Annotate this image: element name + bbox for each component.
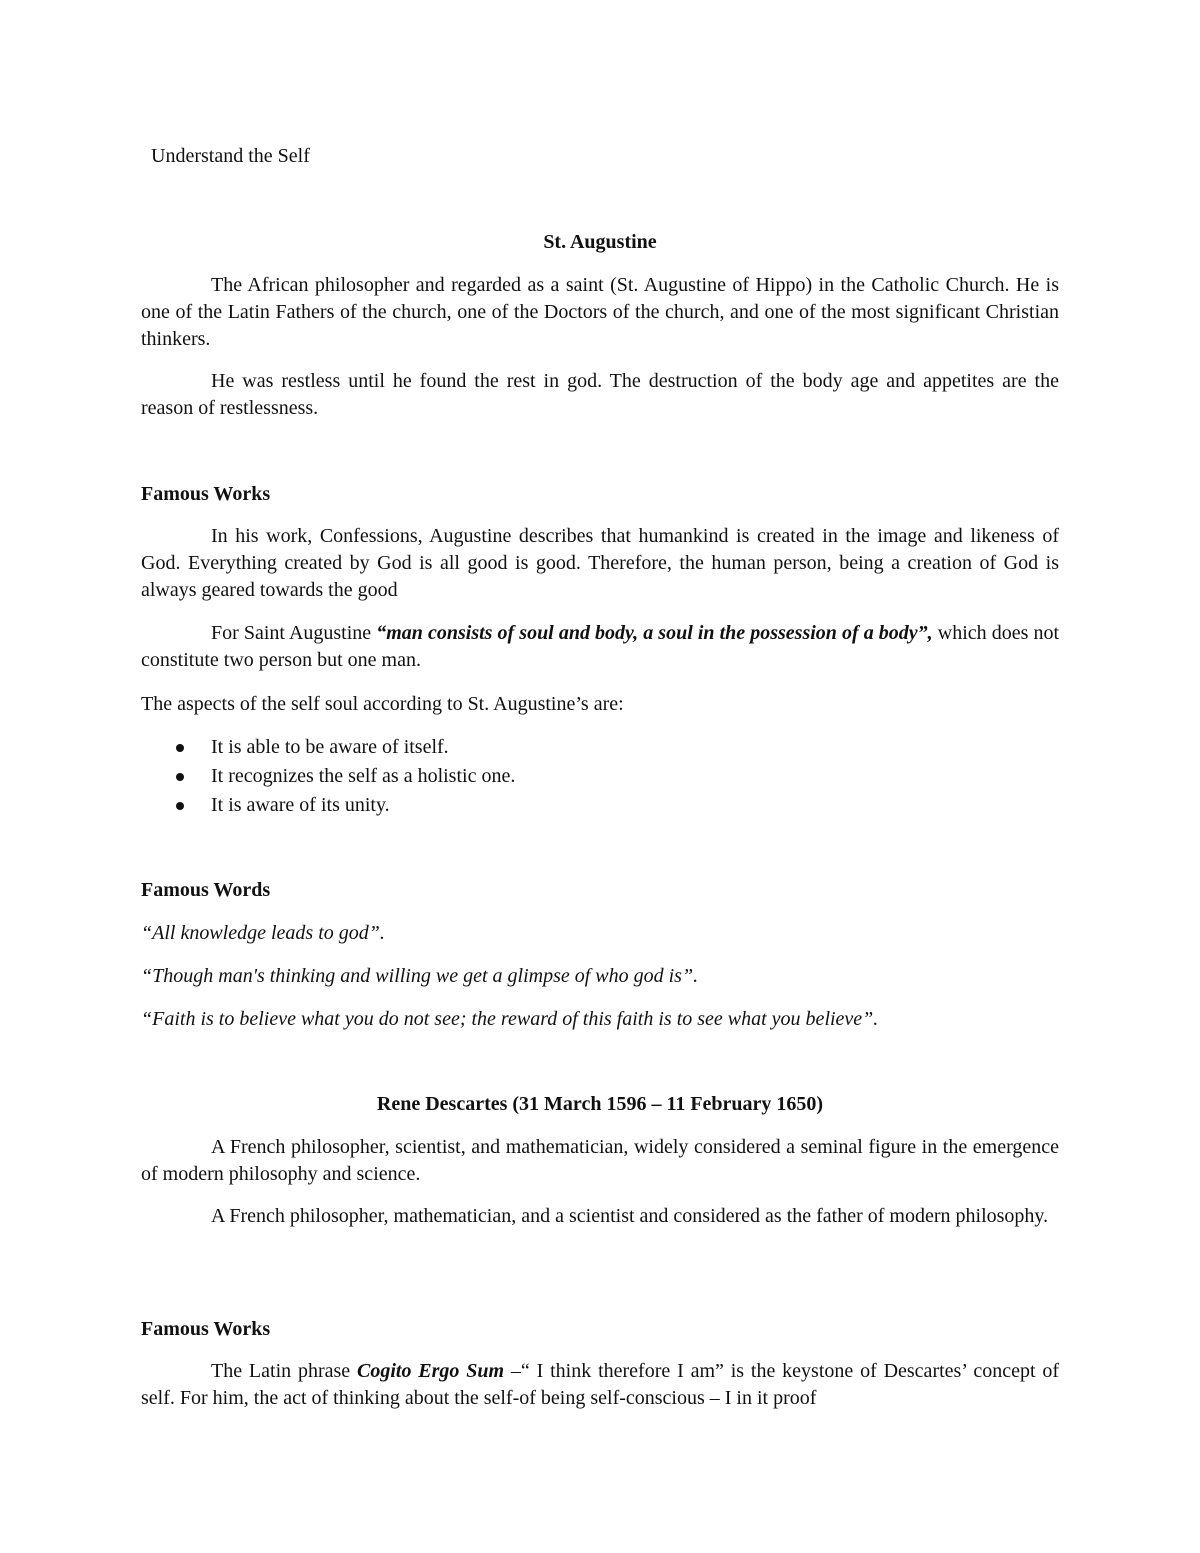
augustine-famous-words-heading: Famous Words (141, 879, 271, 901)
augustine-restless-paragraph: He was restless until he found the rest in god. The destruction of the body age and appetites are the reason of restlessness. (141, 370, 1059, 419)
list-item-text: It recognizes the self as a holistic one. (211, 765, 516, 787)
list-item-text: It is able to be aware of itself. (211, 736, 449, 758)
quote-knowledge: “All knowledge leads to god”. (141, 922, 385, 944)
aspects-intro: The aspects of the self soul according to St. Augustine’s are: (141, 693, 624, 715)
augustine-famous-works-heading: Famous Works (141, 483, 271, 505)
aspects-list (141, 734, 515, 821)
augustine-soul-body-paragraph (141, 620, 1059, 674)
list-item (141, 792, 515, 821)
descartes-famous-works-heading: Famous Works (141, 1318, 271, 1340)
soul-body-prefix: For Saint Augustine (211, 622, 377, 644)
bullet-icon (176, 773, 184, 781)
cogito-suffix: –“ I think therefore I am” is the keystone of Descartes’ concept of self. For him, the act of thinking about the self-of being self-conscious – I in it proof (141, 1360, 1060, 1409)
cogito-phrase: Cogito Ergo Sum (357, 1360, 505, 1382)
section-heading-augustine: St. Augustine (543, 231, 657, 253)
soul-body-suffix: which does not constitute two person but one man. (141, 622, 1060, 671)
list-item-text: It is aware of its unity. (211, 794, 390, 816)
augustine-intro-paragraph: The African philosopher and regarded as a saint (St. Augustine of Hippo) in the Catholic Church. He is one of the Latin Fathers of the church, one of the Doctors of the church, and one of the most significant Christian thinkers. (141, 274, 1059, 350)
quote-faith: “Faith is to believe what you do not see; the reward of this faith is to see what you believe”. (141, 1008, 879, 1030)
soul-body-quote: “man consists of soul and body, a soul in the possession of a body”, (376, 622, 933, 644)
document-title: Understand the Self (151, 145, 310, 167)
list-item (141, 763, 515, 792)
descartes-intro-paragraph: A French philosopher, scientist, and mathematician, widely considered a seminal figure in the emergence of modern philosophy and science. (141, 1136, 1059, 1185)
bullet-icon (176, 802, 184, 810)
quote-glimpse: “Though man's thinking and willing we get a glimpse of who god is”. (141, 965, 699, 987)
list-item (141, 734, 515, 763)
augustine-confessions-paragraph: In his work, Confessions, Augustine describes that humankind is created in the image and likeness of God. Everything created by God is all good is good. Therefore, the human person, being a creation of God is always geared towards the good (141, 525, 1059, 601)
bullet-icon (176, 744, 184, 752)
descartes-cogito-paragraph (141, 1358, 1059, 1412)
descartes-father-paragraph: A French philosopher, mathematician, and a scientist and considered as the father of modern philosophy. (211, 1205, 1049, 1227)
section-heading-descartes: Rene Descartes (31 March 1596 – 11 February 1650) (376, 1093, 824, 1115)
cogito-prefix: The Latin phrase (211, 1360, 358, 1382)
